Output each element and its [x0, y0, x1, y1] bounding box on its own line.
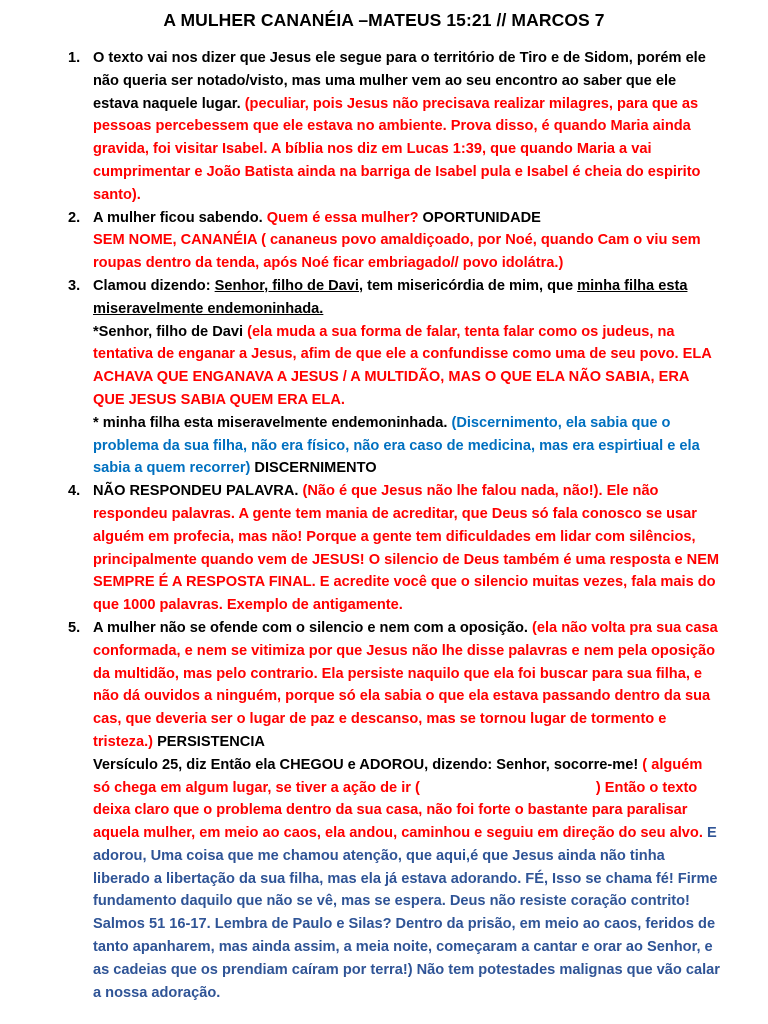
item-commentary: ) Então o texto deixa claro que o problema dentro da sua casa, não foi forte o bastante para paralisar aquela mulher, em meio ao caos, ela andou, caminhou e seguiu em direção do seu alvo. [93, 779, 703, 842]
item-commentary: SEM NOME, CANANÉIA ( cananeus povo amaldiçoado, por Noé, quando Cam o viu sem roupas dentro da tenda, após Noé ficar embriagado// povo idolátra.) [93, 232, 701, 272]
item-number: 1. [68, 50, 81, 66]
item-paragraph [93, 754, 723, 1005]
item-keyword: OPORTUNIDADE [418, 209, 541, 226]
item-paragraph [93, 207, 723, 230]
item-commentary: (Não é que Jesus não lhe falou nada, não!). Ele não respondeu palavras. A gente tem mania de acreditar, que Deus só fala conosco se usar alguém em profecia, mas não! Porque a gente tem dificuldades em lidar com silêncios, principalmente quando vem de JESUS! O silencio de Deus também é uma resposta e NEM SEMPRE É A RESPOSTA FINAL. E acredite você que o silencio muitas vezes, fala mais do que 1000 palavras. Exemplo de antigamente. [93, 483, 720, 614]
item-commentary: (ela muda a sua forma de falar, tenta falar como os judeus, na tentativa de enganar a Jesus, afim de que ele a confundisse como uma de seu povo. ELA ACHAVA QUE ENGANAVA A JESUS / A MULTIDÃO, MAS O QUE ELA NÃO SABIA, ERA QUE JESUS SABIA QUEM ERA ELA. [93, 323, 712, 408]
item-underlined-phrase: Senhor, filho de Davi [214, 277, 359, 294]
item-commentary: ( alguém só chega em algum lugar, se tiver a ação de ir ( [93, 756, 703, 796]
item-paragraph [93, 480, 723, 617]
list-item-2 [0, 207, 723, 275]
numbered-list [0, 47, 768, 1004]
item-text: Clamou dizendo: [93, 277, 215, 294]
item-number: 5. [68, 619, 81, 636]
list-item-4 [0, 480, 723, 617]
item-text: A mulher ficou sabendo. [93, 209, 263, 226]
list-item-5 [0, 617, 723, 1005]
item-paragraph [93, 321, 723, 412]
item-question: Quem é essa mulher? [262, 209, 419, 226]
item-verse: Versículo 25, diz Então ela CHEGOU e ADOROU, dizendo: Senhor, socorre-me! [93, 756, 639, 773]
item-keyword: PERSISTENCIA [153, 733, 265, 750]
list-item-3 [0, 275, 723, 480]
item-number: 4. [68, 483, 81, 500]
item-keyword: DISCERNIMENTO [250, 460, 377, 477]
item-paragraph [93, 275, 723, 321]
item-commentary: (ela não volta pra sua casa conformada, e nem se vitimiza por que Jesus não lhe disse palavras e nem pela oposição da multidão, mas pelo contrario. Ela persiste naquilo que ela foi buscar para sua filha, e não dá ouvidos a ninguém, porque só ela sabia o que ela estava passando dentro da sua cas, que deveria ser o lugar de paz e descanso, mas se tornou lugar de tormento e tristeza.) [93, 619, 718, 750]
list-item-1 [0, 47, 723, 207]
document-title: A MULHER CANANÉIA –MATEUS 15:21 // MARCOS 7 [163, 10, 605, 30]
item-paragraph [93, 412, 723, 480]
item-subpoint: *Senhor, filho de Davi [93, 323, 244, 340]
item-paragraph [93, 47, 723, 207]
item-text: , tem misericórdia de mim, que [358, 277, 578, 294]
item-commentary: (Discernimento, ela sabia que o problema da sua filha, não era físico, não era caso de medicina, mas era espirtiual e ela sabia a quem recorrer) [93, 414, 700, 477]
item-paragraph [93, 617, 723, 754]
item-underlined-phrase: minha filha esta miseravelmente endemoninhada. [93, 277, 688, 317]
item-commentary: (peculiar, pois Jesus não precisava realizar milagres, para que as pessoas percebessem que ele estava no ambiente. Prova disso, é quando Maria ainda gravida, foi visitar Isabel. A bíblia nos diz em Lucas 1:39, que quando Maria a vai cumprimentar e João Batista ainda na barriga de Isabel pula e Isabel é cheia do espirito santo). [93, 95, 701, 203]
item-number: 3. [68, 277, 81, 294]
item-number: 2. [68, 209, 81, 226]
item-text: NÃO RESPONDEU PALAVRA. [93, 483, 299, 500]
item-text: A mulher não se ofende com o silencio e nem com a oposição. [93, 619, 528, 636]
item-commentary-faith: E adorou, Uma coisa que me chamou atenção, que aqui,é que Jesus ainda não tinha liberado a libertação da sua filha, mas ela já estava adorando. FÉ, Isso se chama fé! Firme fundamento daquilo que não se vê, mas se espera. Deus não resiste coração contrito! Salmos 51 16-17. Lembra de Paulo e Silas? Dentro da prisão, em meio ao caos, feridos de tanto apanharem, mas ainda assim, a meia noite, começaram a cantar e orar ao Senhor, e as cadeias que os prendiam caíram por terra!) Não tem potestades malignas que vão calar a nossa adoração. [93, 825, 720, 1001]
item-subpoint: * minha filha esta miseravelmente endemoninhada. [93, 414, 448, 431]
item-text: O texto vai nos dizer que Jesus ele segue para o território de Tiro e de Sidom, porém ele não queria ser notado/visto, mas uma mulher vem ao seu encontro ao saber que ele estava naquele lugar. [93, 50, 706, 112]
